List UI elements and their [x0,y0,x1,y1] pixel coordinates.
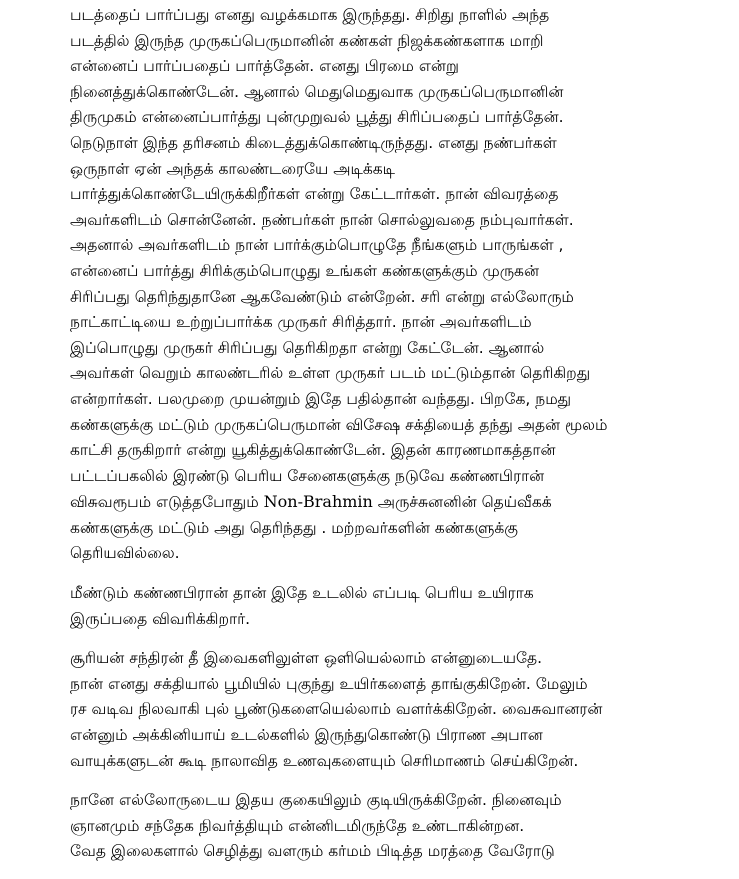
text-line: ஒருநாள் ஏன் அந்தக் காலண்டரையே அடிக்கடி [70,159,396,178]
text-line: வாயுக்களுடன் கூடி நாலாவித உணவுகளையும் செரிமாணம் செய்கிறேன். [70,751,579,770]
paragraph-light-of-sun [70,646,735,774]
text-line-mixed [70,489,735,516]
text-line: நெடுநாள் இந்த தரிசனம் கிடைத்துக்கொண்டிருந்தது. எனது நண்பர்கள் [70,133,557,152]
text-line: சூரியன் சந்திரன் தீ இவைகளிலுள்ள ஒளியெல்லாம் என்னுடையதே. [70,649,543,668]
text-line: நான் எனது சக்தியால் பூமியில் புகுந்து உயிர்களைத் தாங்குகிறேன். மேலும் [70,674,588,693]
text-line: கண்களுக்கு மட்டும் முருகப்பெருமான் விசேஷ சக்தியைத் தந்து அதன் மூலம் [70,415,608,434]
text-line: அதனால் அவர்களிடம் நான் பார்க்கும்பொழுதே நீங்களும் பாருங்கள் , [70,236,564,255]
text-line: என்றார்கள். பலமுறை முயன்றும் இதே பதில்தான் வந்தது. பிறகே, நமது [70,389,572,408]
paragraph-heart-cave [70,788,735,865]
text-line: கண்களுக்கு மட்டும் அது தெரிந்தது . மற்றவர்களின் கண்களுக்கு [70,518,518,537]
text-line: காட்சி தருகிறார் என்று யூகித்துக்கொண்டேன். இதன் காரணமாகத்தான் [70,441,556,460]
text-line: படத்தைப் பார்ப்பது எனது வழக்கமாக இருந்தது. சிறிது நாளில் அந்த [70,6,550,24]
text-line: என்னைப் பார்ப்பதைப் பார்த்தேன். எனது பிரமை என்று [70,57,459,76]
text-line: மீண்டும் கண்ணபிரான் தான் இதே உடலில் எப்படி பெரிய உயிராக [70,584,534,603]
text-line: இப்பொழுது முருகர் சிரிப்பது தெரிகிறதா என்று கேட்டேன். ஆனால் [70,338,545,357]
text-line: நினைத்துக்கொண்டேன். ஆனால் மெதுமெதுவாக முருகப்பெருமானின் [70,82,564,101]
text-line: படத்தில் இருந்த முருகப்பெருமானின் கண்கள் நிஜக்கண்களாக மாறி [70,31,544,50]
text-line: ரச வடிவ நிலவாகி புல் பூண்டுகளையெல்லாம் வளர்க்கிறேன். வைசுவானரன் [70,700,603,719]
paragraph-murugan-calendar [70,3,735,567]
text-line: பார்த்துக்கொண்டேயிருக்கிறீர்கள் என்று கேட்டார்கள். நான் விவரத்தை [70,185,559,204]
text-line: தெரியவில்லை. [70,544,180,563]
text-segment: அருச்சுனனின் தெய்வீகக் [372,493,552,512]
text-line: நாட்காட்டியை உற்றுப்பார்க்க முருகர் சிரித்தார். நான் அவர்களிடம் [70,313,532,332]
text-line: என்னும் அக்கினியாய் உடல்களில் இருந்துகொண்டு பிராண அபான [70,726,543,745]
text-line: திருமுகம் என்னைப்பார்த்து புன்முறுவல் பூத்து சிரிப்பதைப் பார்த்தேன். [70,108,564,127]
text-line: அவர்களிடம் சொன்னேன். நண்பர்கள் நான் சொல்லுவதை நம்புவார்கள். [70,210,574,229]
text-line: இருப்பதை விவரிக்கிறார். [70,609,251,628]
latin-term: Non-Brahmin [263,492,373,512]
text-line: என்னைப் பார்த்து சிரிக்கும்பொழுது உங்கள் கண்களுக்கும் முருகன் [70,261,540,280]
text-line: வேத இலைகளால் செழித்து வளரும் கர்மம் பிடித்த மரத்தை வேரோடு [70,842,555,861]
text-segment: விசுவரூபம் எடுத்தபோதும் [70,493,264,512]
text-line: சிரிப்பது தெரிந்துதானே ஆகவேண்டும் என்றேன். சரி என்று எல்லோரும் [70,287,574,306]
text-line: ஞானமும் சந்தேக நிவர்த்தியும் என்னிடமிருந்தே உண்டாகின்றன. [70,816,525,835]
text-line: அவர்கள் வெறும் காலண்டரில் உள்ள முருகர் படம் மட்டும்தான் தெரிகிறது [70,364,591,383]
text-line: நானே எல்லோருடைய இதய குகையிலும் குடியிருக்கிறேன். நினைவும் [70,791,562,810]
text-line: பட்டப்பகலில் இரண்டு பெரிய சேனைகளுக்கு நடுவே கண்ணபிரான் [70,466,545,485]
paragraph-kannan-describes [70,581,735,632]
document-page [70,3,735,879]
